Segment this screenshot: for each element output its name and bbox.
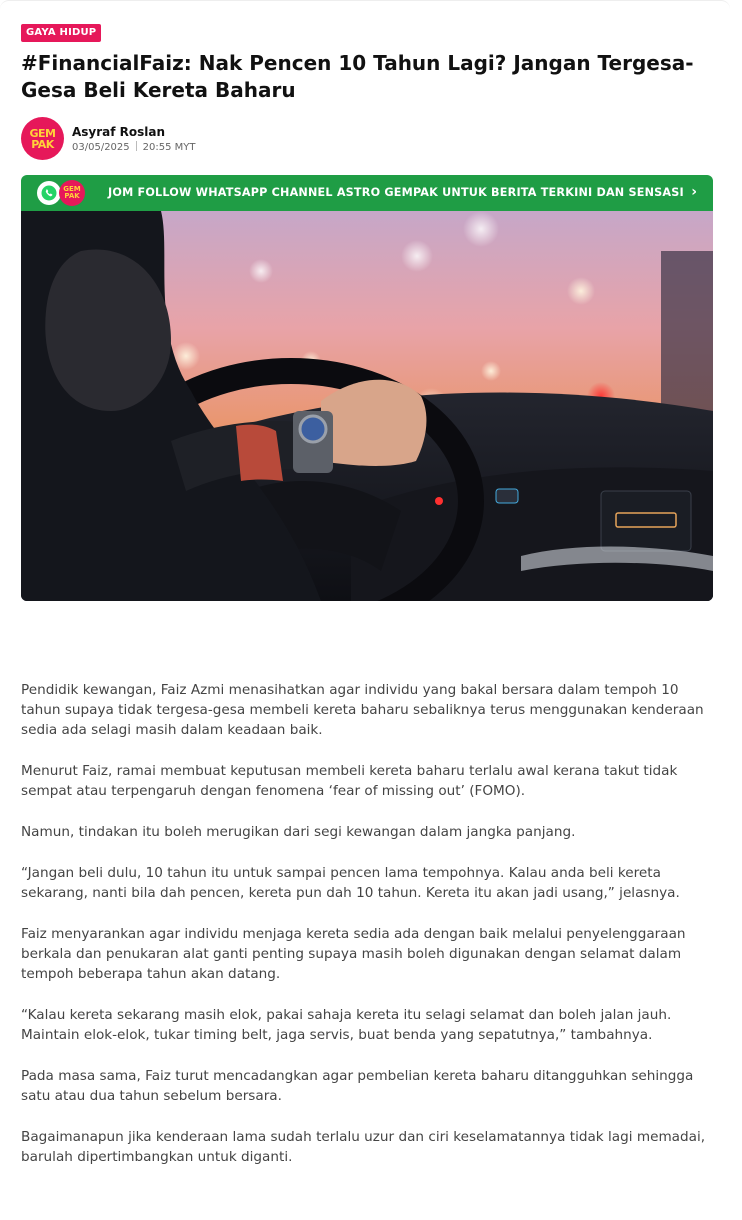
hero-image: [21, 211, 713, 601]
whatsapp-channel-banner[interactable]: [21, 175, 713, 211]
badge-logo-line-1: GEM: [63, 185, 81, 193]
author-name[interactable]: Asyraf Roslan: [72, 125, 166, 139]
avatar-logo-line-1: GEM: [29, 126, 56, 140]
gempak-logo-icon: [59, 180, 85, 206]
badge-logo-line-2: PAK: [64, 192, 80, 200]
banner-text: JOM FOLLOW WHATSAPP CHANNEL ASTRO GEMPAK UNTUK BERITA TERKINI DAN SENSASI: [108, 186, 684, 199]
paragraph: “Jangan beli dulu, 10 tahun itu untuk sampai pencen lama tempohnya. Kalau anda beli kereta sekarang, nanti bila dah pencen, kereta pun dah 10 tahun. Kereta itu akan jadi usang,” jelasnya.: [21, 865, 680, 901]
paragraph: Namun, tindakan itu boleh merugikan dari segi kewangan dalam jangka panjang.: [21, 824, 576, 840]
author-avatar[interactable]: [21, 117, 64, 160]
meta-separator: [136, 141, 137, 151]
article-body: [21, 680, 721, 1188]
chevron-right-icon: ›: [691, 184, 697, 200]
paragraph: Bagaimanapun jika kenderaan lama sudah terlalu uzur dan ciri keselamatannya tidak lagi memadai, barulah dipertimbangkan untuk diganti.: [21, 1129, 706, 1165]
article-title: #FinancialFaiz: Nak Pencen 10 Tahun Lagi? Jangan Tergesa-Gesa Beli Kereta Baharu: [21, 51, 694, 102]
avatar-logo-line-2: PAK: [31, 137, 54, 151]
publish-time: 20:55 MYT: [142, 142, 196, 153]
publish-meta: [72, 141, 195, 153]
publish-date: 03/05/2025: [72, 142, 130, 153]
paragraph: Faiz menyarankan agar individu menjaga kereta sedia ada dengan baik melalui penyelenggaraan berkala dan penukaran alat ganti penting supaya masih boleh digunakan dengan selamat dalam tempoh beberapa tahun akan datang.: [21, 926, 686, 982]
paragraph: Pendidik kewangan, Faiz Azmi menasihatkan agar individu yang bakal bersara dalam tempoh 10 tahun supaya tidak tergesa-gesa membeli kereta baharu sebaliknya terus menggunakan kenderaan sedia ada selagi masih dalam keadaan baik.: [21, 682, 704, 738]
category-badge[interactable]: GAYA HIDUP: [21, 24, 101, 42]
card-border: [0, 0, 730, 9]
paragraph: Menurut Faiz, ramai membuat keputusan membeli kereta baharu terlalu awal kerana takut tidak sempat atau terpengaruh dengan fenomena ‘fear of missing out’ (FOMO).: [21, 763, 678, 799]
paragraph: “Kalau kereta sekarang masih elok, pakai sahaja kereta itu selagi selamat dan boleh jalan jauh. Maintain elok-elok, tukar timing belt, jaga servis, buat benda yang sepatutnya,” tambahnya.: [21, 1007, 672, 1043]
paragraph: Pada masa sama, Faiz turut mencadangkan agar pembelian kereta baharu ditangguhkan sehingga satu atau dua tahun sebelum bersara.: [21, 1068, 694, 1104]
car-dashboard-photo-icon: [21, 211, 713, 601]
whatsapp-icon: [37, 181, 61, 205]
